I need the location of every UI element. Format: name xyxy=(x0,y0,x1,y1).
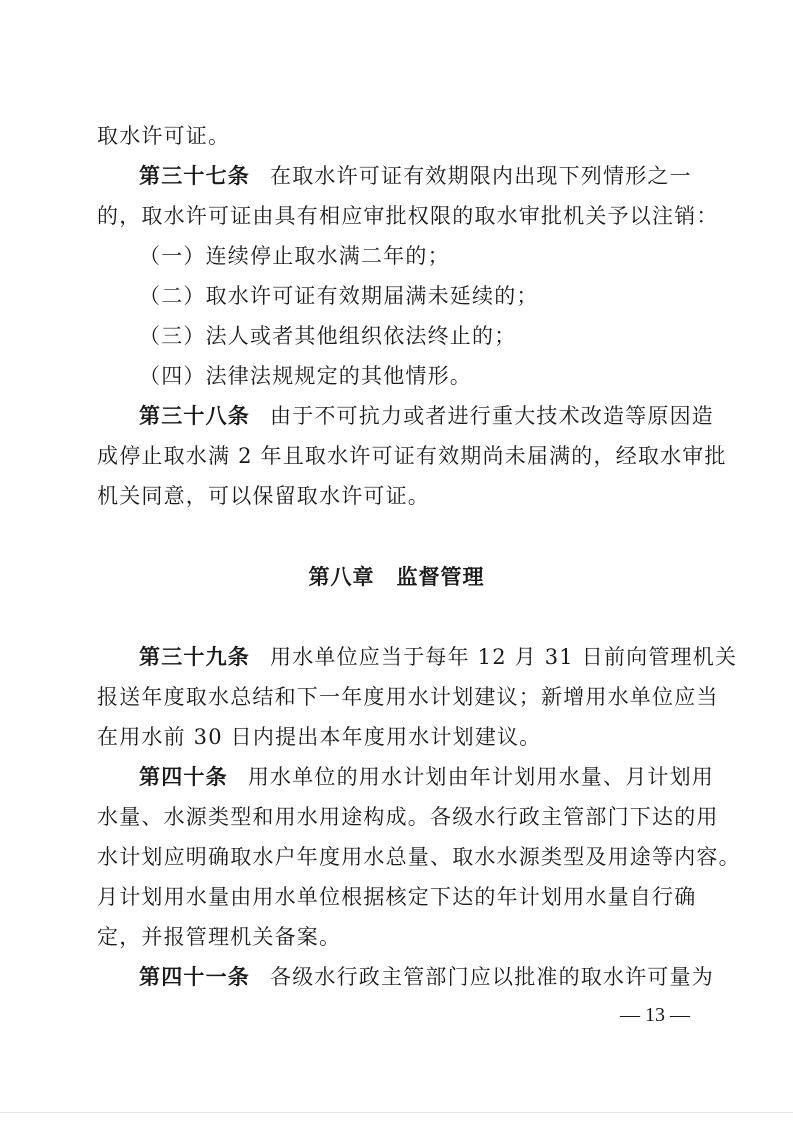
line-text: 成停止取水满 2 年且取水许可证有效期尚未届满的，经取水审批 xyxy=(97,444,727,468)
list-item-1 xyxy=(139,241,450,271)
text-line-9 xyxy=(97,441,727,471)
line-text: 在取水许可证有效期限内出现下列情形之一 xyxy=(270,164,692,188)
line-text: 用水单位的用水计划由年计划用水量、月计划用 xyxy=(247,765,715,789)
text-line-18 xyxy=(97,922,341,952)
line-text: 由于不可抗力或者进行重大技术改造等原因造 xyxy=(270,404,714,428)
line-text: 在用水前 30 日内提出本年度用水计划建议。 xyxy=(97,725,542,749)
line-text: 用水单位应当于每年 12 月 31 日前向管理机关 xyxy=(270,645,738,669)
line-text: 各级水行政主管部门应以批准的取水许可量为 xyxy=(270,965,714,989)
text-line-16 xyxy=(97,842,741,872)
page-bottom-edge xyxy=(0,1112,793,1113)
article-37-line xyxy=(139,161,692,191)
text-line-13 xyxy=(97,722,541,752)
line-text: （三）法人或者其他组织依法终止的； xyxy=(139,324,517,348)
line-text: 取水许可证。 xyxy=(97,124,231,148)
line-text: 的，取水许可证由具有相应审批权限的取水审批机关予以注销： xyxy=(97,204,719,228)
line-text: 机关同意，可以保留取水许可证。 xyxy=(97,484,430,508)
article-41-line xyxy=(139,962,714,992)
line-text: （一）连续停止取水满二年的； xyxy=(139,244,450,268)
text-line-10 xyxy=(97,481,430,511)
text-line-1 xyxy=(97,121,230,151)
article-heading: 第三十八条 xyxy=(139,403,250,428)
text-line-15 xyxy=(97,802,719,832)
chapter-title: 监督管理 xyxy=(396,564,485,589)
text-line-12 xyxy=(97,682,719,712)
article-heading: 第三十七条 xyxy=(139,163,250,188)
chapter-heading xyxy=(0,562,793,592)
line-text: 水量、水源类型和用水用途构成。各级水行政主管部门下达的用 xyxy=(97,805,719,829)
page-number: — 13 — xyxy=(620,1004,690,1026)
line-text: 水计划应明确取水户年度用水总量、取水水源类型及用途等内容。 xyxy=(97,845,741,869)
line-text: （二）取水许可证有效期届满未延续的； xyxy=(139,284,539,308)
line-text: （四）法律法规规定的其他情形。 xyxy=(139,364,472,388)
list-item-3 xyxy=(139,321,516,351)
article-heading: 第三十九条 xyxy=(139,644,250,669)
list-item-2 xyxy=(139,281,539,311)
line-text: 月计划用水量由用水单位根据核定下达的年计划用水量自行确 xyxy=(97,885,697,909)
list-item-4 xyxy=(139,361,472,391)
article-heading: 第四十条 xyxy=(139,764,228,789)
article-40-line xyxy=(139,762,714,792)
line-text: 定，并报管理机关备案。 xyxy=(97,925,342,949)
article-heading: 第四十一条 xyxy=(139,964,250,989)
article-39-line xyxy=(139,642,737,672)
article-38-line xyxy=(139,401,714,431)
text-line-17 xyxy=(97,882,696,912)
chapter-number: 第八章 xyxy=(308,564,375,589)
text-line-3 xyxy=(97,201,719,231)
line-text: 报送年度取水总结和下一年度用水计划建议；新增用水单位应当 xyxy=(97,685,719,709)
